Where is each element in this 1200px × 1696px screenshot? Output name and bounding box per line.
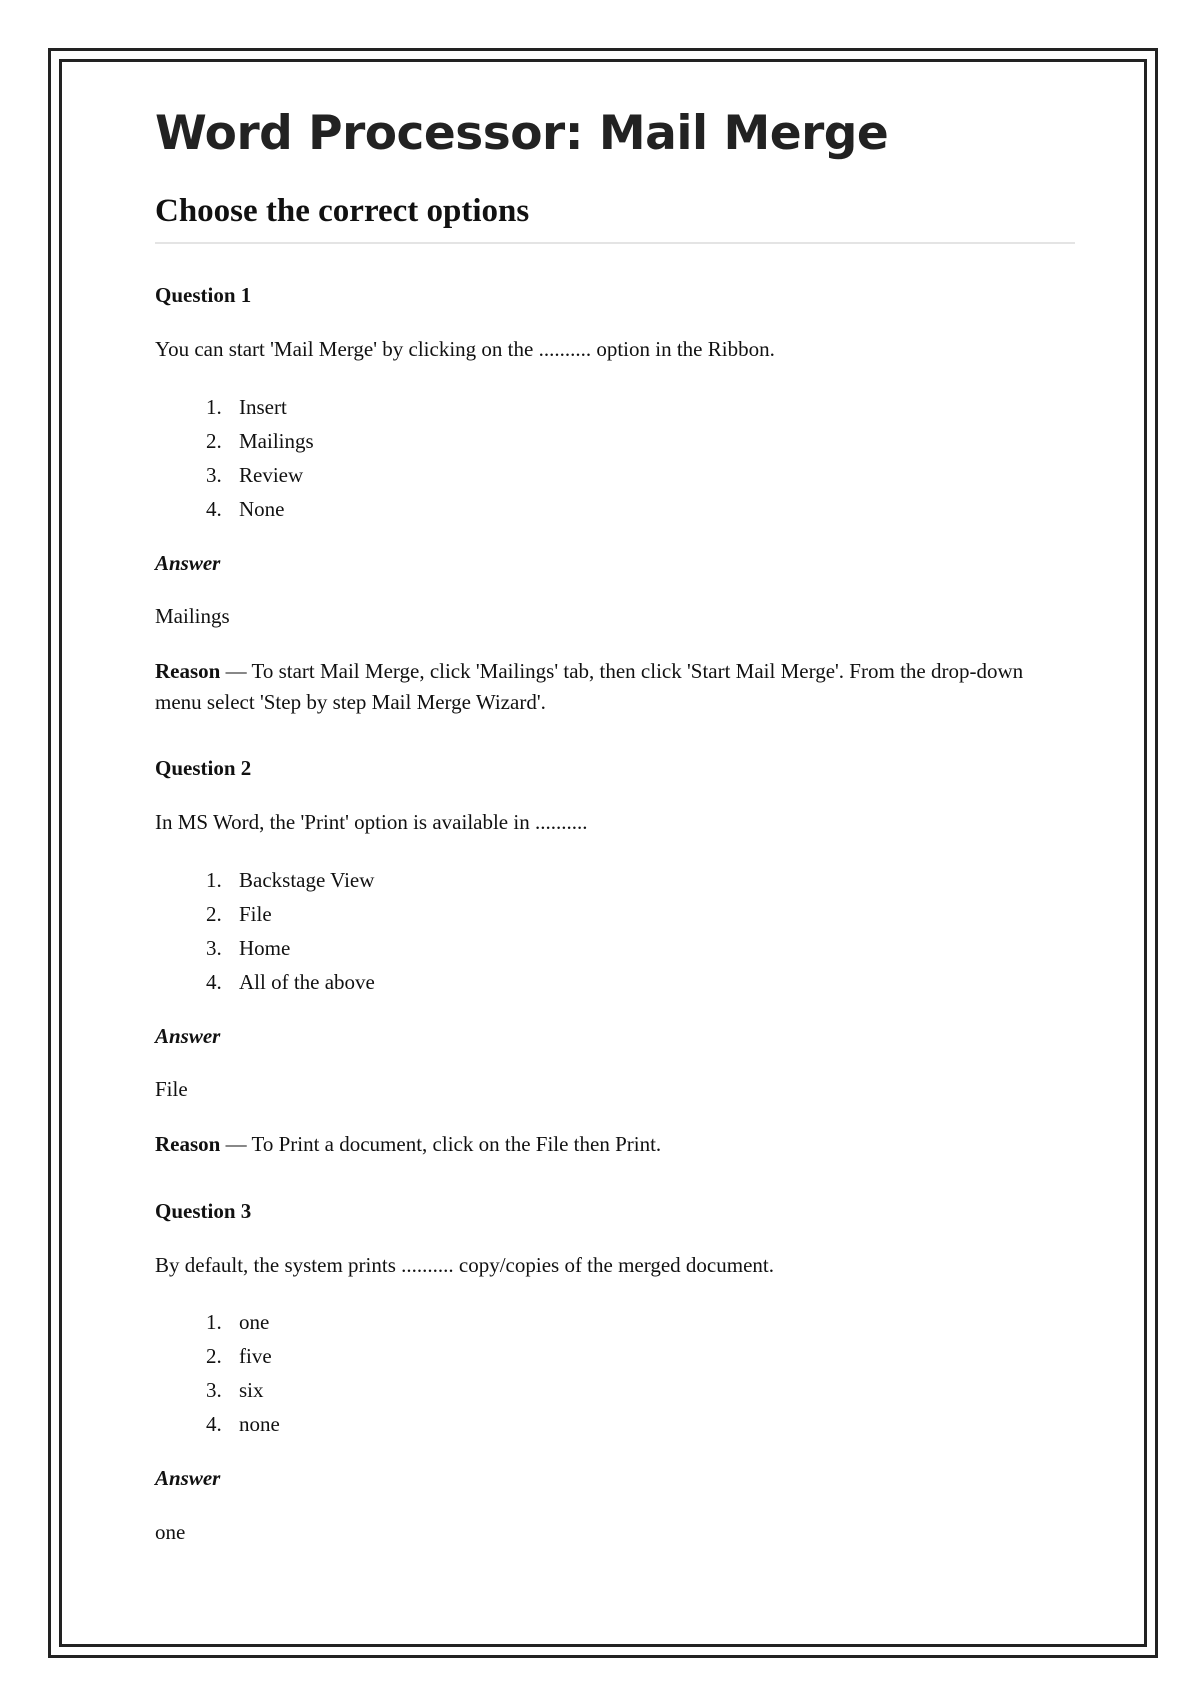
option-item: 1. Insert bbox=[227, 390, 1075, 424]
reason-label: Reason bbox=[155, 1132, 221, 1157]
page-border-inner bbox=[59, 59, 1147, 1647]
reason-text bbox=[155, 1129, 1075, 1159]
option-item: 2. Mailings bbox=[227, 424, 1075, 458]
reason-label: Reason bbox=[155, 659, 221, 684]
question-heading: Question 3 bbox=[155, 1198, 252, 1223]
option-item: 2. File bbox=[227, 897, 1075, 931]
answer-text: one bbox=[155, 1519, 186, 1544]
answer-label: Answer bbox=[155, 1023, 221, 1048]
question-block-2 bbox=[155, 755, 1075, 1160]
option-item: 1. Backstage View bbox=[227, 863, 1075, 897]
option-item: 1. one bbox=[227, 1305, 1075, 1339]
reason-text bbox=[155, 656, 1075, 717]
options-list bbox=[155, 863, 1075, 999]
answer-label: Answer bbox=[155, 550, 221, 575]
document-content bbox=[155, 62, 1075, 1546]
options-list bbox=[155, 390, 1075, 526]
section-subtitle: Choose the correct options bbox=[155, 192, 1075, 244]
reason-body: — To Print a document, click on the File then Print. bbox=[220, 1132, 662, 1157]
options-list bbox=[155, 1305, 1075, 1441]
option-item: 3. Home bbox=[227, 931, 1075, 965]
question-text: By default, the system prints .......... copy/copies of the merged document. bbox=[155, 1253, 774, 1278]
option-item: 3. six bbox=[227, 1373, 1075, 1407]
answer-text: Mailings bbox=[155, 603, 230, 628]
question-text: In MS Word, the 'Print' option is available in .......... bbox=[155, 810, 588, 835]
page-border-outer bbox=[48, 48, 1158, 1658]
reason-body: — To start Mail Merge, click 'Mailings' tab, then click 'Start Mail Merge'. From the drop-down menu select 'Step by step Mail Merge Wizard'. bbox=[155, 659, 1024, 714]
question-heading: Question 1 bbox=[155, 282, 252, 307]
question-text: You can start 'Mail Merge' by clicking on the .......... option in the Ribbon. bbox=[155, 337, 775, 362]
question-heading: Question 2 bbox=[155, 756, 252, 781]
answer-text: File bbox=[155, 1077, 188, 1102]
option-item: 4. None bbox=[227, 492, 1075, 526]
question-block-3 bbox=[155, 1198, 1075, 1546]
answer-label: Answer bbox=[155, 1466, 221, 1491]
option-item: 4. All of the above bbox=[227, 965, 1075, 999]
page-title: Word Processor: Mail Merge bbox=[155, 106, 889, 161]
option-item: 3. Review bbox=[227, 458, 1075, 492]
option-item: 4. none bbox=[227, 1407, 1075, 1441]
option-item: 2. five bbox=[227, 1339, 1075, 1373]
question-block-1 bbox=[155, 282, 1075, 717]
